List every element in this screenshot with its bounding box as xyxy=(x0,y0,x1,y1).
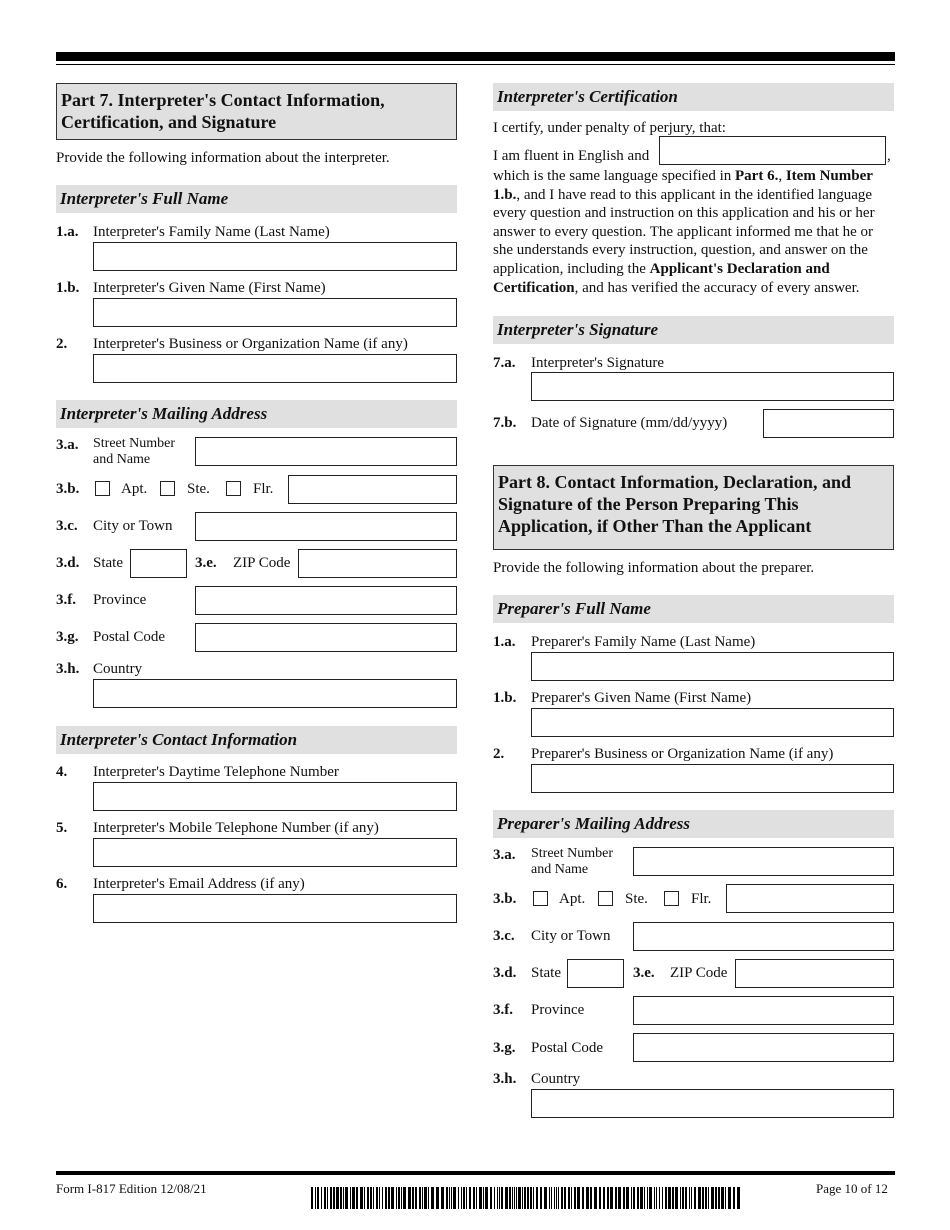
interpreter-signature-heading: Interpreter's Signature xyxy=(493,316,894,344)
barcode-bar xyxy=(544,1187,547,1209)
barcode-bar xyxy=(694,1187,696,1209)
preparer-unit-number-field[interactable] xyxy=(726,884,894,913)
barcode-bar xyxy=(665,1187,667,1209)
barcode-bar xyxy=(412,1187,414,1209)
barcode-bar xyxy=(476,1187,477,1209)
barcode-bar xyxy=(631,1187,632,1209)
barcode-bar xyxy=(340,1187,342,1209)
barcode-bar xyxy=(446,1187,448,1209)
preparer-family-name-label: Preparer's Family Name (Last Name) xyxy=(531,634,756,650)
barcode-bar xyxy=(360,1187,363,1209)
barcode-bar xyxy=(633,1187,635,1209)
interpreter-state-field[interactable] xyxy=(130,549,187,578)
preparer-item-number-3b: 3.b. xyxy=(493,891,517,907)
barcode-bar xyxy=(321,1187,322,1209)
barcode-bar xyxy=(568,1187,570,1209)
form-edition: Form I-817 Edition 12/08/21 xyxy=(56,1181,207,1196)
preparer-business-name-field[interactable] xyxy=(531,764,894,793)
barcode-bar xyxy=(350,1187,351,1209)
barcode-bar xyxy=(708,1187,709,1209)
mobile-phone-label: Interpreter's Mobile Telephone Number (if any) xyxy=(93,820,379,836)
top-rule-thick xyxy=(56,52,895,61)
barcode-bar xyxy=(644,1187,645,1209)
preparer-state-field[interactable] xyxy=(567,959,624,988)
preparer-item-number-3c: 3.c. xyxy=(493,928,515,944)
interpreter-certification-heading: Interpreter's Certification xyxy=(493,83,894,111)
barcode-bar xyxy=(582,1187,584,1209)
preparer-full-name-heading: Preparer's Full Name xyxy=(493,595,894,623)
barcode-bar xyxy=(590,1187,592,1209)
preparer-street-label-line1: Street Number xyxy=(531,846,614,861)
interpreter-family-name-field[interactable] xyxy=(93,242,457,271)
preparer-apt-label: Apt. xyxy=(559,891,586,907)
barcode-bar xyxy=(516,1187,517,1209)
interpreter-signature-label: Interpreter's Signature xyxy=(531,355,665,371)
barcode-bar xyxy=(367,1187,369,1209)
barcode-bar xyxy=(662,1187,663,1209)
zip-label: ZIP Code xyxy=(233,555,291,571)
barcode-bar xyxy=(518,1187,521,1209)
barcode-bar xyxy=(345,1187,348,1209)
preparer-street-field[interactable] xyxy=(633,847,894,876)
barcode-bar xyxy=(680,1187,681,1209)
barcode-bar xyxy=(382,1187,383,1209)
barcode-bar xyxy=(554,1187,555,1209)
preparer-country-label: Country xyxy=(531,1071,581,1087)
preparer-city-field[interactable] xyxy=(633,922,894,951)
item-number-1b: 1.b. xyxy=(56,280,80,296)
interpreter-mailing-address-heading: Interpreter's Mailing Address xyxy=(56,400,457,428)
barcode-bar xyxy=(725,1187,726,1209)
barcode-bar xyxy=(373,1187,374,1209)
ste-checkbox[interactable] xyxy=(160,481,175,496)
barcode-bar xyxy=(419,1187,421,1209)
preparer-given-name-field[interactable] xyxy=(531,708,894,737)
barcode-bar xyxy=(311,1187,313,1209)
part7-intro: Provide the following information about the interpreter. xyxy=(56,150,390,166)
barcode-bar xyxy=(715,1187,717,1209)
item-number-3b: 3.b. xyxy=(56,481,80,497)
barcode-bar xyxy=(451,1187,452,1209)
barcode-bar xyxy=(327,1187,328,1209)
preparer-zip-label: ZIP Code xyxy=(670,965,728,981)
barcode-bar xyxy=(574,1187,576,1209)
country-label: Country xyxy=(93,661,143,677)
preparer-business-name-label: Preparer's Business or Organization Name (if any) xyxy=(531,746,834,762)
barcode-bar xyxy=(509,1187,511,1209)
item-number-3a: 3.a. xyxy=(56,437,79,453)
barcode-bar xyxy=(428,1187,429,1209)
item-number-6: 6. xyxy=(56,876,68,892)
preparer-mailing-address-heading: Preparer's Mailing Address xyxy=(493,810,894,838)
barcode-bar xyxy=(685,1187,687,1209)
daytime-phone-label: Interpreter's Daytime Telephone Number xyxy=(93,764,339,780)
barcode-bar xyxy=(501,1187,503,1209)
postal-label: Postal Code xyxy=(93,629,166,645)
barcode-bar xyxy=(656,1187,657,1209)
barcode-bar xyxy=(352,1187,355,1209)
preparer-country-field[interactable] xyxy=(531,1089,894,1118)
barcode-bar xyxy=(561,1187,563,1209)
barcode-bar xyxy=(466,1187,467,1209)
barcode-bar xyxy=(705,1187,707,1209)
interpreter-street-field[interactable] xyxy=(195,437,457,466)
barcode-bar xyxy=(682,1187,684,1209)
barcode-bar xyxy=(343,1187,344,1209)
flr-label: Flr. xyxy=(253,481,274,497)
barcode xyxy=(311,1187,743,1209)
preparer-province-field[interactable] xyxy=(633,996,894,1025)
barcode-bar xyxy=(499,1187,500,1209)
barcode-bar xyxy=(461,1187,462,1209)
certification-paragraph: which is the same language specified in Part 6., Item Number 1.b., and I have read to this applicant in the identified language every question and instruction on this application and his or her answer to every question. The applicant informed me that he or she understands every instruction, question, and answer on the application, including the Applicant's Declaration and Certification, and has verified the accuracy of every answer. xyxy=(493,168,875,296)
barcode-bar xyxy=(315,1187,316,1209)
barcode-bar xyxy=(721,1187,724,1209)
barcode-bar xyxy=(514,1187,515,1209)
interpreter-signature-field[interactable] xyxy=(531,372,894,401)
barcode-bar xyxy=(623,1187,625,1209)
barcode-bar xyxy=(333,1187,335,1209)
barcode-bar xyxy=(473,1187,475,1209)
interpreter-email-field[interactable] xyxy=(93,894,457,923)
barcode-bar xyxy=(356,1187,358,1209)
barcode-bar xyxy=(336,1187,339,1209)
barcode-bar xyxy=(485,1187,488,1209)
barcode-bar xyxy=(702,1187,704,1209)
page-number: Page 10 of 12 xyxy=(816,1181,888,1196)
barcode-bar xyxy=(330,1187,332,1209)
email-label: Interpreter's Email Address (if any) xyxy=(93,876,305,892)
barcode-bar xyxy=(530,1187,532,1209)
barcode-bar xyxy=(668,1187,671,1209)
barcode-bar xyxy=(505,1187,508,1209)
item-number-1a: 1.a. xyxy=(56,224,79,240)
preparer-postal-field[interactable] xyxy=(633,1033,894,1062)
preparer-postal-label: Postal Code xyxy=(531,1040,604,1056)
item-number-7a: 7.a. xyxy=(493,355,516,371)
preparer-item-number-3a: 3.a. xyxy=(493,847,516,863)
city-label: City or Town xyxy=(93,518,173,534)
barcode-bar xyxy=(324,1187,326,1209)
item-number-3f: 3.f. xyxy=(56,592,76,608)
barcode-bar xyxy=(512,1187,513,1209)
barcode-bar xyxy=(586,1187,589,1209)
barcode-bar xyxy=(654,1187,655,1209)
barcode-bar xyxy=(540,1187,542,1209)
barcode-bar xyxy=(317,1187,319,1209)
preparer-ste-label: Ste. xyxy=(625,891,648,907)
interpreter-unit-number-field[interactable] xyxy=(288,475,457,504)
interpreter-zip-field[interactable] xyxy=(298,549,457,578)
barcode-bar xyxy=(551,1187,552,1209)
item-number-4: 4. xyxy=(56,764,68,780)
barcode-bar xyxy=(599,1187,601,1209)
interpreter-daytime-phone-field[interactable] xyxy=(93,782,457,811)
barcode-bar xyxy=(398,1187,400,1209)
barcode-bar xyxy=(607,1187,609,1209)
preparer-flr-label: Flr. xyxy=(691,891,712,907)
flr-checkbox[interactable] xyxy=(226,481,241,496)
barcode-bar xyxy=(564,1187,566,1209)
barcode-bar xyxy=(637,1187,639,1209)
barcode-bar xyxy=(615,1187,617,1209)
barcode-bar xyxy=(379,1187,380,1209)
barcode-bar xyxy=(571,1187,572,1209)
ste-label: Ste. xyxy=(187,481,210,497)
preparer-apt-checkbox[interactable] xyxy=(533,891,548,906)
barcode-bar xyxy=(524,1187,526,1209)
barcode-bar xyxy=(403,1187,406,1209)
state-label: State xyxy=(93,555,123,571)
item-number-2: 2. xyxy=(56,336,68,352)
interpreter-business-name-label: Interpreter's Business or Organization Name (if any) xyxy=(93,336,408,352)
barcode-bar xyxy=(558,1187,559,1209)
barcode-bar xyxy=(422,1187,423,1209)
barcode-bar xyxy=(431,1187,434,1209)
interpreter-contact-heading: Interpreter's Contact Information xyxy=(56,726,457,754)
barcode-bar xyxy=(436,1187,439,1209)
preparer-item-number-3d: 3.d. xyxy=(493,965,517,981)
province-label: Province xyxy=(93,592,147,608)
street-label-line2: and Name xyxy=(93,452,151,467)
barcode-bar xyxy=(453,1187,456,1209)
preparer-zip-field[interactable] xyxy=(735,959,894,988)
barcode-bar xyxy=(733,1187,735,1209)
part7-title: Part 7. Interpreter's Contact Information, Certification, and Signature xyxy=(56,83,457,140)
barcode-bar xyxy=(691,1187,692,1209)
footer-rule xyxy=(56,1171,895,1175)
apt-label: Apt. xyxy=(121,481,148,497)
barcode-bar xyxy=(364,1187,365,1209)
barcode-bar xyxy=(385,1187,387,1209)
preparer-ste-checkbox[interactable] xyxy=(598,891,613,906)
interpreter-mobile-phone-field[interactable] xyxy=(93,838,457,867)
barcode-bar xyxy=(370,1187,372,1209)
barcode-bar xyxy=(424,1187,427,1209)
preparer-city-label: City or Town xyxy=(531,928,611,944)
barcode-bar xyxy=(522,1187,523,1209)
preparer-item-number-2: 2. xyxy=(493,746,505,762)
barcode-bar xyxy=(577,1187,580,1209)
barcode-bar xyxy=(594,1187,597,1209)
top-rule-thin xyxy=(56,64,895,65)
part8-intro: Provide the following information about the preparer. xyxy=(493,560,815,576)
preparer-flr-checkbox[interactable] xyxy=(664,891,679,906)
barcode-bar xyxy=(483,1187,484,1209)
barcode-bar xyxy=(675,1187,678,1209)
barcode-bar xyxy=(449,1187,450,1209)
barcode-bar xyxy=(494,1187,495,1209)
barcode-bar xyxy=(728,1187,731,1209)
barcode-bar xyxy=(689,1187,690,1209)
interpreter-business-name-field[interactable] xyxy=(93,354,457,383)
preparer-item-number-1b: 1.b. xyxy=(493,690,517,706)
preparer-item-number-3e: 3.e. xyxy=(633,965,655,981)
barcode-bar xyxy=(533,1187,534,1209)
preparer-province-label: Province xyxy=(531,1002,585,1018)
fluent-comma: , xyxy=(887,148,891,164)
preparer-item-number-3f: 3.f. xyxy=(493,1002,513,1018)
interpreter-postal-field[interactable] xyxy=(195,623,457,652)
barcode-bar xyxy=(618,1187,621,1209)
interpreter-province-field[interactable] xyxy=(195,586,457,615)
barcode-bar xyxy=(649,1187,652,1209)
barcode-bar xyxy=(556,1187,557,1209)
item-number-7b: 7.b. xyxy=(493,415,517,431)
barcode-bar xyxy=(479,1187,482,1209)
certify-line: I certify, under penalty of perjury, that: xyxy=(493,120,726,136)
street-label-line1: Street Number xyxy=(93,436,176,451)
fluent-label: I am fluent in English and xyxy=(493,148,650,164)
interpreter-full-name-heading: Interpreter's Full Name xyxy=(56,185,457,213)
apt-checkbox[interactable] xyxy=(95,481,110,496)
barcode-bar xyxy=(458,1187,459,1209)
barcode-bar xyxy=(490,1187,492,1209)
interpreter-language-field[interactable] xyxy=(659,136,886,165)
preparer-item-number-1a: 1.a. xyxy=(493,634,516,650)
barcode-bar xyxy=(396,1187,397,1209)
barcode-bar xyxy=(659,1187,660,1209)
interpreter-given-name-field[interactable] xyxy=(93,298,457,327)
barcode-bar xyxy=(672,1187,674,1209)
barcode-bar xyxy=(391,1187,394,1209)
item-number-3c: 3.c. xyxy=(56,518,78,534)
barcode-bar xyxy=(415,1187,417,1209)
barcode-bar xyxy=(647,1187,648,1209)
barcode-bar xyxy=(610,1187,613,1209)
barcode-bar xyxy=(698,1187,701,1209)
interpreter-city-field[interactable] xyxy=(195,512,457,541)
barcode-bar xyxy=(718,1187,720,1209)
barcode-bar xyxy=(401,1187,402,1209)
barcode-bar xyxy=(536,1187,538,1209)
barcode-bar xyxy=(527,1187,529,1209)
item-number-5: 5. xyxy=(56,820,68,836)
preparer-state-label: State xyxy=(531,965,561,981)
barcode-bar xyxy=(463,1187,465,1209)
preparer-given-name-label: Preparer's Given Name (First Name) xyxy=(531,690,752,706)
interpreter-given-name-label: Interpreter's Given Name (First Name) xyxy=(93,280,326,296)
barcode-bar xyxy=(711,1187,714,1209)
barcode-bar xyxy=(441,1187,444,1209)
barcode-bar xyxy=(469,1187,471,1209)
interpreter-family-name-label: Interpreter's Family Name (Last Name) xyxy=(93,224,330,240)
barcode-bar xyxy=(626,1187,629,1209)
signature-date-field[interactable] xyxy=(763,409,894,438)
item-number-3h: 3.h. xyxy=(56,661,80,677)
barcode-bar xyxy=(376,1187,378,1209)
barcode-bar xyxy=(549,1187,550,1209)
barcode-bar xyxy=(497,1187,498,1209)
barcode-bar xyxy=(640,1187,643,1209)
item-number-3g: 3.g. xyxy=(56,629,79,645)
item-number-3e: 3.e. xyxy=(195,555,217,571)
item-number-3d: 3.d. xyxy=(56,555,80,571)
barcode-bar xyxy=(603,1187,605,1209)
preparer-item-number-3h: 3.h. xyxy=(493,1071,517,1087)
preparer-item-number-3g: 3.g. xyxy=(493,1040,516,1056)
preparer-family-name-field[interactable] xyxy=(531,652,894,681)
barcode-bar xyxy=(388,1187,390,1209)
signature-date-label: Date of Signature (mm/dd/yyyy) xyxy=(531,415,728,431)
interpreter-country-field[interactable] xyxy=(93,679,457,708)
preparer-street-label-line2: and Name xyxy=(531,862,589,877)
part8-title: Part 8. Contact Information, Declaration, and Signature of the Person Preparing This Application, if Other Than the Applicant xyxy=(493,465,894,550)
barcode-bar xyxy=(737,1187,740,1209)
barcode-bar xyxy=(408,1187,411,1209)
